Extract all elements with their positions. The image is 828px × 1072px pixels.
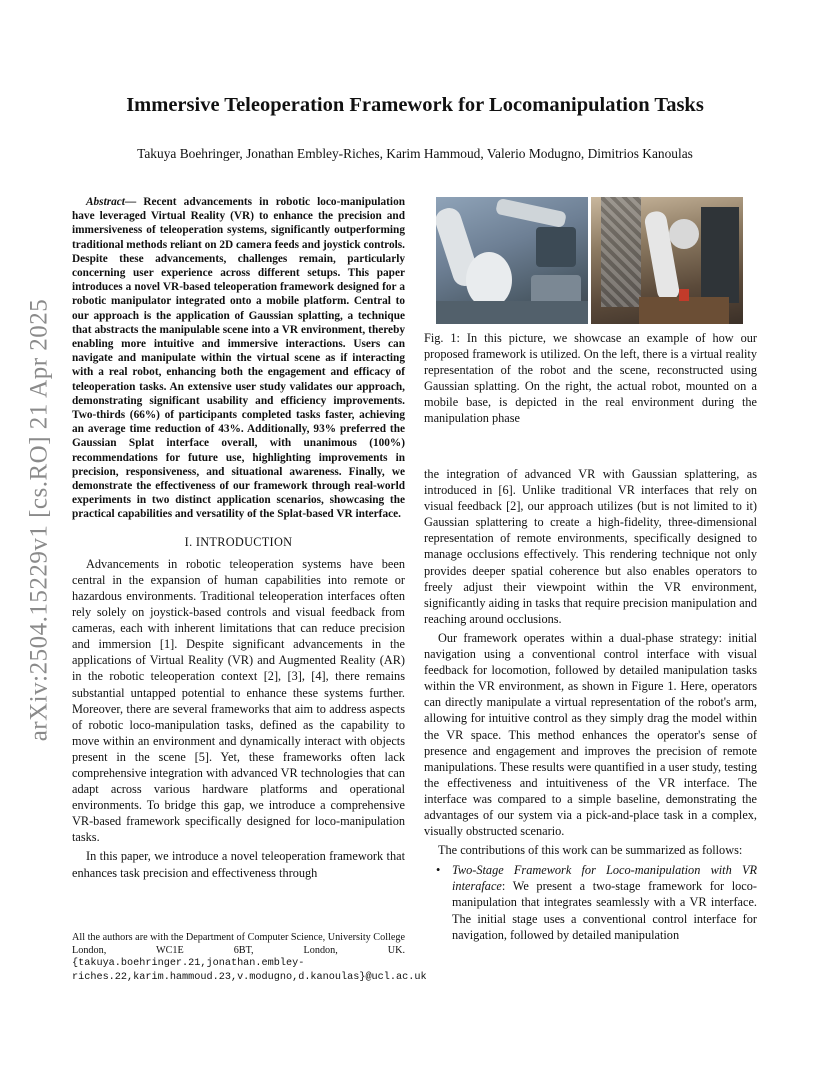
intro-paragraph-2: In this paper, we introduce a novel teleoperation framework that enhances task precision and effectiveness through [72,849,405,880]
arxiv-identifier [18,280,60,760]
figure-1-caption: Fig. 1: In this picture, we showcase an example of how our proposed framework is utilized. On the left, there is a virtual reality representation of the robot and the scene, reconstructed using Gaussian splatting. On the right, the actual robot, mounted on a mobile base, is depicted in the real environment during the manipulation phase [424,331,757,426]
abstract-text: — Recent advancements in robotic loco-manipulation have leveraged Virtual Reality (VR) to enhance the precision and immersiveness of teleoperation systems, significantly outperforming traditional methods reliant on 2D camera feeds and joystick controls. Despite these advancements, challenges remain, particularly concerning user experience across different setups. This paper introduces a novel VR-based teleoperation framework designed for a robotic manipulator integrated onto a mobile platform. Central to our approach is the application of Gaussian splatting, a technique that abstracts the manipulable scene into a VR environment, thereby enabling more intuitive and immersive interactions. Users can navigate and manipulate within the virtual scene as if interacting with a real robot, enhancing both the engagement and efficacy of teleoperation tasks. An extensive user study validates our approach, demonstrating significant usability and efficiency improvements. Two-thirds (66%) of participants completed tasks faster, achieving an average time reduction of 43%. Additionally, 93% preferred the Gaussian Splat interface overall, with unanimous (100%) recommendations for future use, highlighting improvements in precision, responsiveness, and situational awareness. Finally, we demonstrate the effectiveness of our framework through real-world experiments in two distinct application scenarios, showcasing the practical capabilities and versatility of the Splat-based VR interface. [72,196,405,521]
right-paragraph-3: The contributions of this work can be summarized as follows: [438,843,743,858]
arxiv-id-text: arXiv:2504.15229v1 [cs.RO] 21 Apr 2025 [25,298,53,742]
contributions-list [424,862,757,942]
author-affiliation-footnote [72,932,427,984]
abstract [72,195,405,522]
footnote-emails: {takuya.boehringer.21,jonathan.embley-riches.22,karim.hammoud.23,v.modugno,d.kanoulas}@ucl.ac.uk [72,958,427,983]
real-robot-image [591,197,743,324]
contribution-text: : We present a two-stage framework for loco-manipulation that integrates seamlessly with a VR interface. The initial stage uses a conventional control interface for navigation, followed by detailed manipulation [452,879,757,942]
bullet-marker: • [436,863,441,878]
paper-title: Immersive Teleoperation Framework for Locomanipulation Tasks [126,94,704,116]
list-item [424,862,757,942]
right-column [424,466,757,943]
left-column [72,195,405,881]
intro-paragraph-1: Advancements in robotic teleoperation systems have been central in the expansion of human capabilities into remote or hazardous environments. Traditional teleoperation interfaces often rely solely on joystick-based controls and visual feedback from cameras, each with inherent limitations that can reduce precision and immersion [1]. Despite significant advancements in the applications of Virtual Reality (VR) and Augmented Reality (AR) in the robotic teleoperation context [2], [3], [4], there remains substantial untapped potential to enhance these systems further. Moreover, there are several frameworks that aim to address aspects of robotic loco-manipulation tasks, defined as the capability to move within an environment and dynamically interact with objects present in the scene [5]. Yet, these frameworks often lack comprehensive integration with advanced VR technologies that can adapt across various hardware platforms and operational environments. To bridge this gap, we introduce a comprehensive VR-based framework specifically designed for loco-manipulation tasks. [72,556,405,845]
right-paragraph-1: the integration of advanced VR with Gaussian splattering, as introduced in [6]. Unlike traditional VR interfaces that rely on visual feedback [2], our approach utilizes (but is not limited to it) Gaussian splattering to create a high-fidelity, three-dimensional representation of remote environments, specifically designed to manage occlusions effectively. This rendering technique not only provides deeper spatial coherence but also enables operators to freely adjust their viewpoint within the VR environment, significantly aiding in tasks that require precision manipulation and reaching around occlusions. [424,467,757,626]
contribution-title: Two-Stage Framework for Loco-manipulation with VR interaface [452,863,757,894]
figure-1 [436,197,743,324]
right-paragraph-2: Our framework operates within a dual-phase strategy: initial navigation using a conventional control interface with visual feedback for locomotion, followed by detailed manipulation tasks within the VR environment, as shown in Figure 1. Here, operators can directly manipulate a virtual representation of the robot's arm, allowing for intuitive control as they simply drag the model within the VR space. This method enhances the operator's sense of presence and engagement and improves the precision of remote manipulations. These results were quantified in a user study, testing the effectiveness and intuitiveness of the VR interface. The interface was compared to a simple baseline, demonstrating the advantages of our system via a pick-and-place task in a complex, visually obstructed scenario. [424,630,757,839]
footnote-text: All the authors are with the Department of Computer Science, University College London, WC1E 6BT, London, UK. [72,932,405,956]
vr-scene-image [436,197,588,324]
abstract-label: Abstract [86,196,125,208]
section-heading-introduction: I. INTRODUCTION [184,534,293,549]
author-list: Takuya Boehringer, Jonathan Embley-Riches, Karim Hammoud, Valerio Modugno, Dimitrios Kanoulas [137,146,693,161]
